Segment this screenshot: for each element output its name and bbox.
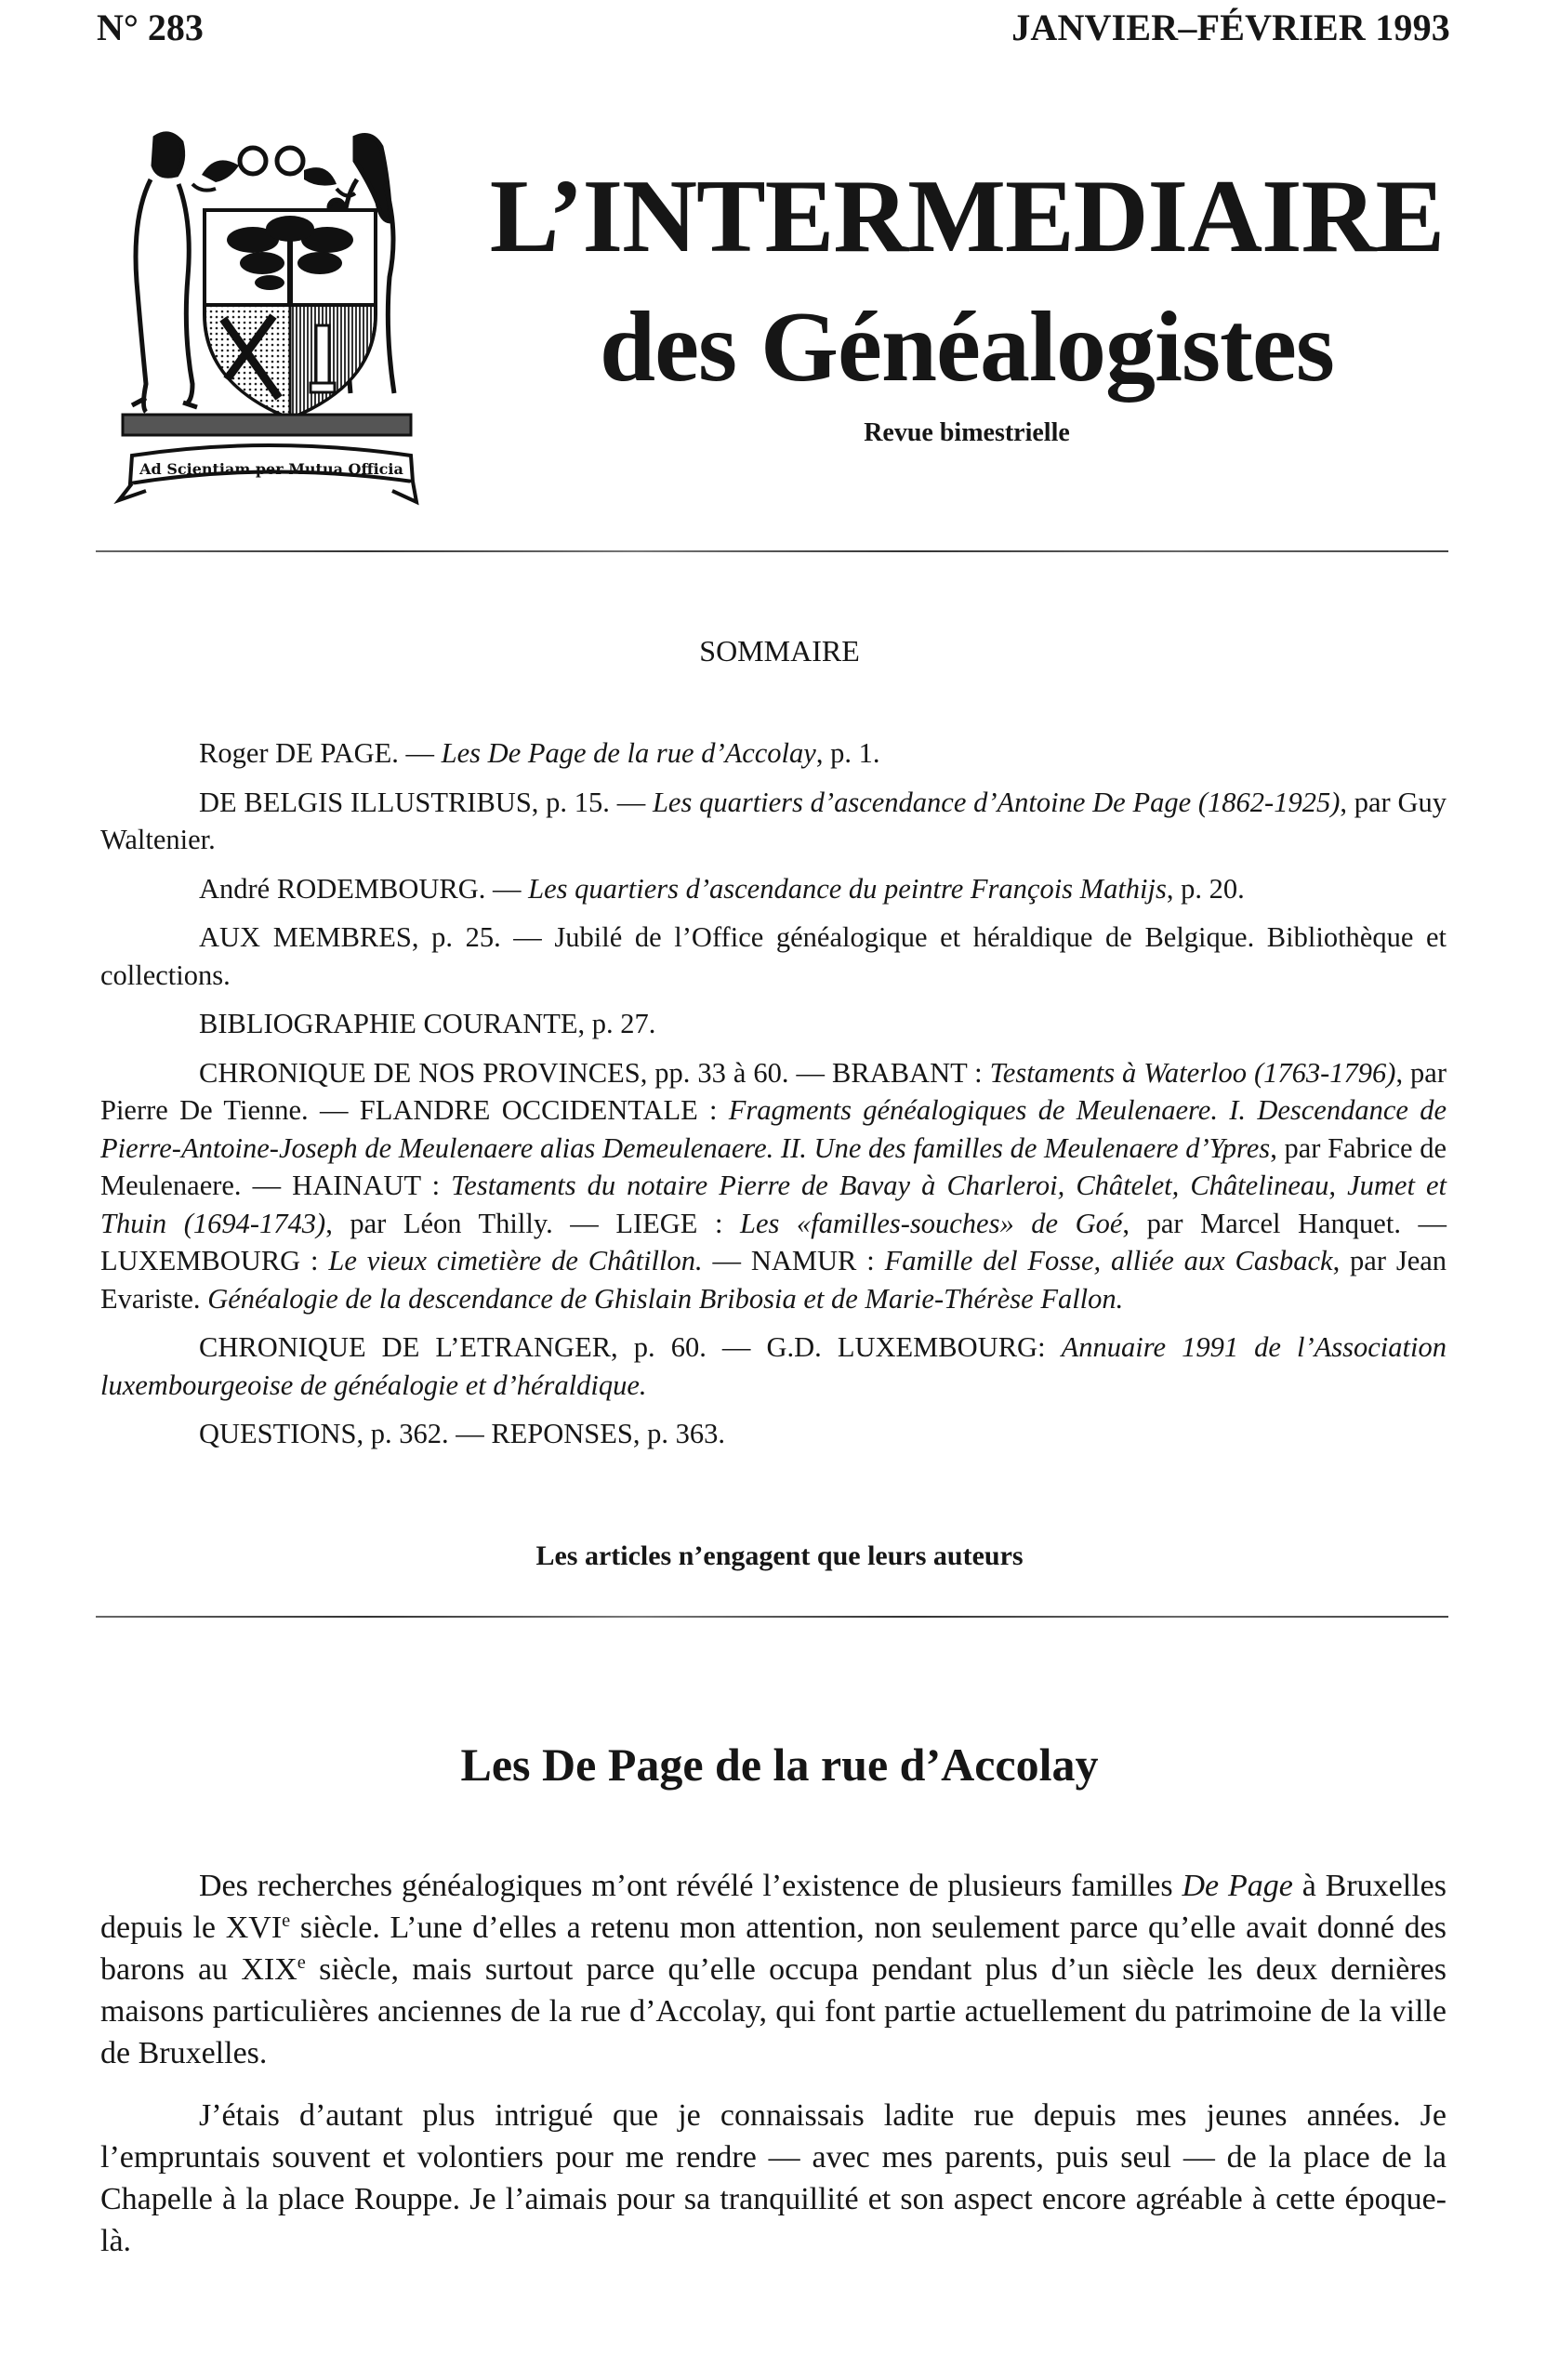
superscript: e <box>297 1951 306 1973</box>
journal-title: L’INTERMEDIAIRE <box>489 159 1445 274</box>
text-run: siècle, mais surtout parce qu’elle occupa pendant plus d’un siècle les deux dernières maisons particulières anciennes de la rue d’Accolay, qui font partie actuellement du patrimoine de la ville de Bruxelles. <box>100 1952 1447 2070</box>
toc-entry-title: Les De Page de la rue d’Accolay <box>441 737 816 769</box>
divider-bottom <box>96 1616 1448 1618</box>
toc-segment: CHRONIQUE DE NOS PROVINCES, pp. 33 à 60. — BRABANT : <box>199 1056 990 1089</box>
toc-segment: Les «familles-souches» de Goé <box>740 1207 1123 1239</box>
toc-entry-lead: CHRONIQUE DE L’ETRANGER, p. 60. — G.D. LUXEMBOURG: <box>199 1331 1062 1363</box>
article-body <box>100 1865 1447 2282</box>
motto: Ad Scientiam per Mutua Officia <box>139 460 403 478</box>
toc-entry <box>100 1005 1447 1043</box>
superscript: e <box>282 1910 291 1931</box>
toc-segment: Fragments généalogiques de Meulenaere. I. Descendance de Pierre-Antoine-Joseph de Meulenaere alias Demeulenaere. II. Une des familles de Meulenaere d’Ypres <box>100 1094 1447 1164</box>
toc-entry-title: Annuaire 1991 de l’Association luxembourgeoise de généalogie et d’héraldique. <box>100 1331 1447 1401</box>
toc-segment: — NAMUR : <box>702 1245 885 1276</box>
toc-entry <box>100 734 1447 773</box>
toc-entry <box>100 919 1447 994</box>
toc-entry-lead: BIBLIOGRAPHIE COURANTE, p. 27. <box>199 1008 656 1039</box>
journal-subtitle: des Généalogistes <box>600 292 1334 403</box>
text-run: siècle. L’une d’elles a retenu mon attention, non seulement parce qu’elle avait donné des barons au XIX <box>100 1911 1447 1987</box>
toc-segment: , par Fabrice de Meulenaere. — HAINAUT : <box>100 1131 1447 1201</box>
toc-segment: , par Léon Thilly. — LIEGE : <box>325 1207 740 1239</box>
divider-top <box>96 550 1448 552</box>
toc-entry-tail: , p. 20. <box>1166 872 1245 905</box>
toc-segment: Testaments à Waterloo (1763-1796) <box>989 1056 1396 1089</box>
toc-entry-tail: , p. 1. <box>815 737 880 769</box>
article-title: Les De Page de la rue d’Accolay <box>460 1739 1099 1791</box>
journal-frequency: Revue bimestrielle <box>864 418 1070 447</box>
sommaire-heading: SOMMAIRE <box>699 634 860 668</box>
toc-segment: Famille del Fosse, alliée aux Casback <box>884 1245 1333 1276</box>
toc-entry-title: Les quartiers d’ascendance d’Antoine De Page (1862-1925) <box>652 786 1341 818</box>
toc-segment: Testaments du notaire Pierre de Bavay à Charleroi, Châtelet, Châtelineau, Jumet et Thuin (1694-1743) <box>100 1170 1447 1239</box>
toc-segment: Le vieux cimetière de Châtillon. <box>328 1245 703 1276</box>
toc-entry <box>100 1415 1447 1453</box>
toc-entry-lead: Roger DE PAGE. — <box>199 737 442 769</box>
toc-segment: Généalogie de la descendance de Ghislain Bribosia et de Marie-Thérèse Fallon. <box>207 1282 1124 1315</box>
text-run: Des recherches généalogiques m’ont révélé l’existence de plusieurs familles <box>199 1869 1182 1903</box>
toc-segment: , par Jean Evariste. <box>100 1245 1447 1315</box>
coat-of-arms-icon <box>113 119 420 509</box>
text-run: à Bruxelles depuis le XVI <box>100 1869 1447 1945</box>
article-paragraph <box>100 1865 1447 2074</box>
toc-entry <box>100 870 1447 908</box>
table-of-contents <box>100 734 1447 1464</box>
text-run: De Page <box>1182 1869 1293 1903</box>
issue-date: JANVIER–FÉVRIER 1993 <box>1011 7 1450 48</box>
toc-entry-tail: , par Guy Waltenier. <box>100 786 1447 855</box>
issue-number: N° 283 <box>97 7 204 48</box>
toc-entry-lead: AUX MEMBRES, p. 25. — Jubilé de l’Office généalogique et héraldique de Belgique. Bibliothèque et collections. <box>100 921 1447 991</box>
article-paragraph: J’étais d’autant plus intrigué que je connaissais ladite rue depuis mes jeunes années. Je l’empruntais souvent et volontiers pour me rendre — avec mes parents, puis seul — de la place de la Chapelle à la place Rouppe. Je l’aimais pour sa tranquillité et son aspect encore agréable à cette époque-là. <box>100 2098 1447 2258</box>
toc-segment: , par Marcel Hanquet. — LUXEMBOURG : <box>100 1207 1447 1276</box>
toc-segment: , par Pierre De Tienne. — FLANDRE OCCIDENTALE : <box>100 1056 1447 1126</box>
disclaimer: Les articles n’engagent que leurs auteurs <box>535 1540 1024 1571</box>
toc-entry-lead: QUESTIONS, p. 362. — REPONSES, p. 363. <box>199 1418 725 1449</box>
toc-entry-lead: André RODEMBOURG. — <box>199 872 529 905</box>
toc-entry-chronique-provinces <box>100 1054 1447 1318</box>
toc-entry <box>100 1329 1447 1404</box>
toc-entry-title: Les quartiers d’ascendance du peintre François Mathijs <box>528 872 1167 905</box>
toc-entry-lead: DE BELGIS ILLUSTRIBUS, p. 15. — <box>199 786 653 818</box>
toc-entry <box>100 784 1447 859</box>
